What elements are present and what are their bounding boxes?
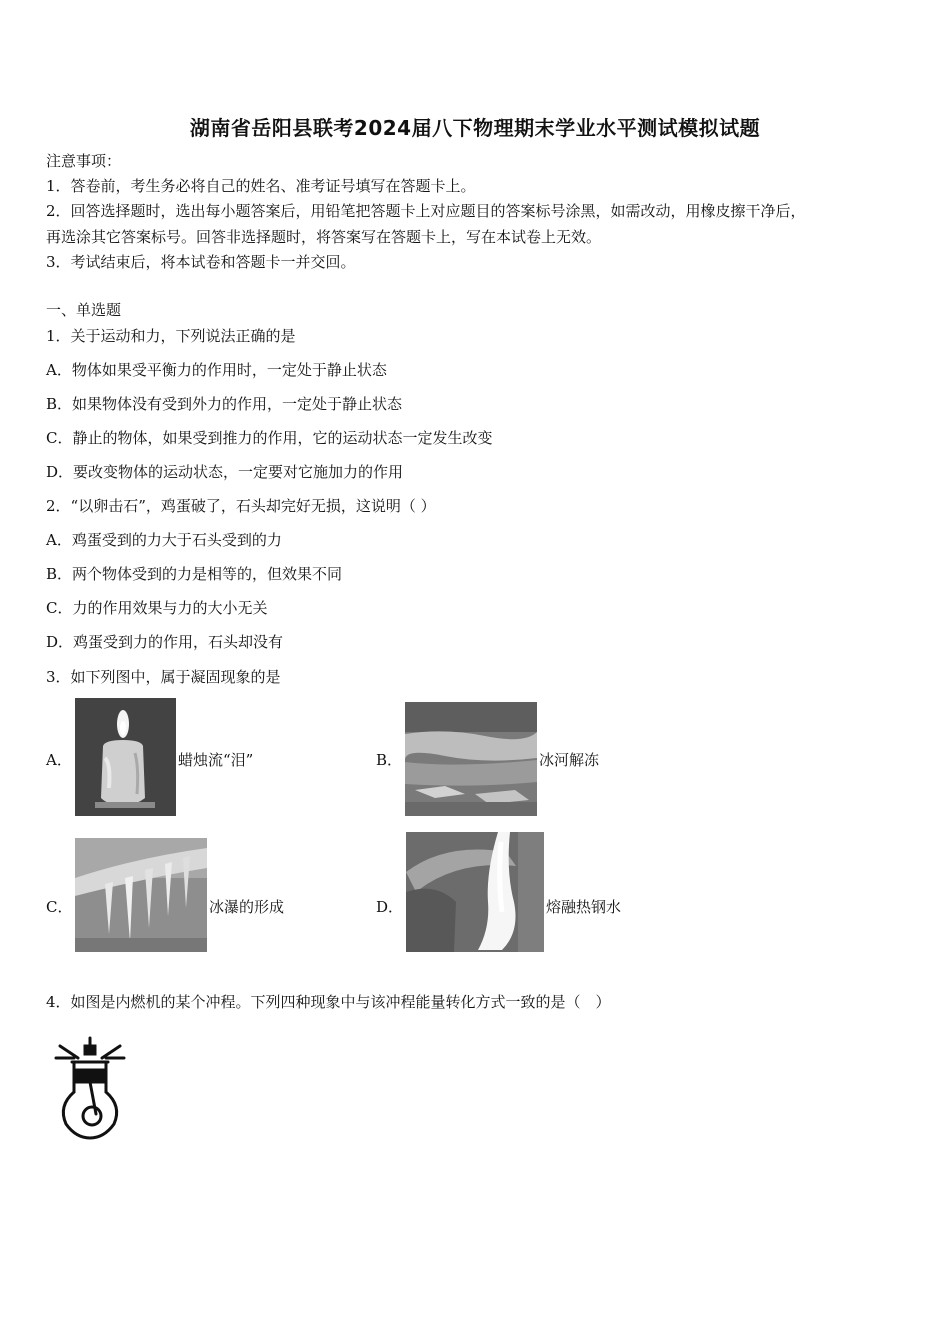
river-thaw-photo (405, 702, 537, 816)
q3-option-a-letter: A． (46, 751, 72, 769)
q3-option-d-letter: D． (376, 898, 404, 916)
q3-option-d-caption: 熔融热钢水 (546, 898, 622, 916)
notice-item-3: 3．考试结束后，将本试卷和答题卡一并交回。 (46, 253, 356, 271)
q1-option-c: C．静止的物体，如果受到推力的作用，它的运动状态一定发生改变 (46, 429, 493, 447)
q1-stem: 1．关于运动和力，下列说法正确的是 (46, 327, 296, 345)
q3-option-b-letter: B． (376, 751, 403, 769)
q3-stem: 3．如下列图中，属于凝固现象的是 (46, 668, 281, 686)
notice-heading: 注意事项： (46, 152, 122, 170)
q3-option-c-letter: C． (46, 898, 73, 916)
section-heading: 一、单选题 (46, 301, 122, 319)
q2-option-b: B．两个物体受到的力是相等的，但效果不同 (46, 565, 343, 583)
q2-stem: 2．“以卵击石”，鸡蛋破了，石头却完好无损，这说明（ ） (46, 497, 436, 515)
notice-item-1: 1．答卷前，考生务必将自己的姓名、准考证号填写在答题卡上。 (46, 177, 476, 195)
q1-option-a: A．物体如果受平衡力的作用时，一定处于静止状态 (46, 361, 387, 379)
q3-option-a-caption: 蜡烛流“泪” (178, 751, 254, 769)
q3-option-b-caption: 冰河解冻 (539, 751, 600, 769)
molten-steel-photo (406, 832, 544, 952)
candle-photo (75, 698, 176, 816)
engine-stroke-diagram (52, 1036, 128, 1140)
q2-option-c: C．力的作用效果与力的大小无关 (46, 599, 268, 617)
q2-option-a: A．鸡蛋受到的力大于石头受到的力 (46, 531, 282, 549)
page-title: 湖南省岳阳县联考2024届八下物理期末学业水平测试模拟试题 (189, 116, 761, 140)
q2-option-d: D．鸡蛋受到力的作用，石头却没有 (46, 633, 284, 651)
q1-option-b: B．如果物体没有受到外力的作用，一定处于静止状态 (46, 395, 403, 413)
icefall-photo (75, 838, 207, 952)
q1-option-d: D．要改变物体的运动状态，一定要对它施加力的作用 (46, 463, 404, 481)
q3-option-c-caption: 冰瀑的形成 (209, 898, 285, 916)
notice-item-2-cont: 再选涂其它答案标号。回答非选择题时，将答案写在答题卡上，写在本试卷上无效。 (46, 228, 602, 246)
q4-stem: 4．如图是内燃机的某个冲程。下列四种现象中与该冲程能量转化方式一致的是（ ） (46, 993, 611, 1011)
notice-item-2: 2．回答选择题时，选出每小题答案后，用铅笔把答题卡上对应题目的答案标号涂黑，如需改动，用橡皮擦干净后， (46, 202, 806, 220)
